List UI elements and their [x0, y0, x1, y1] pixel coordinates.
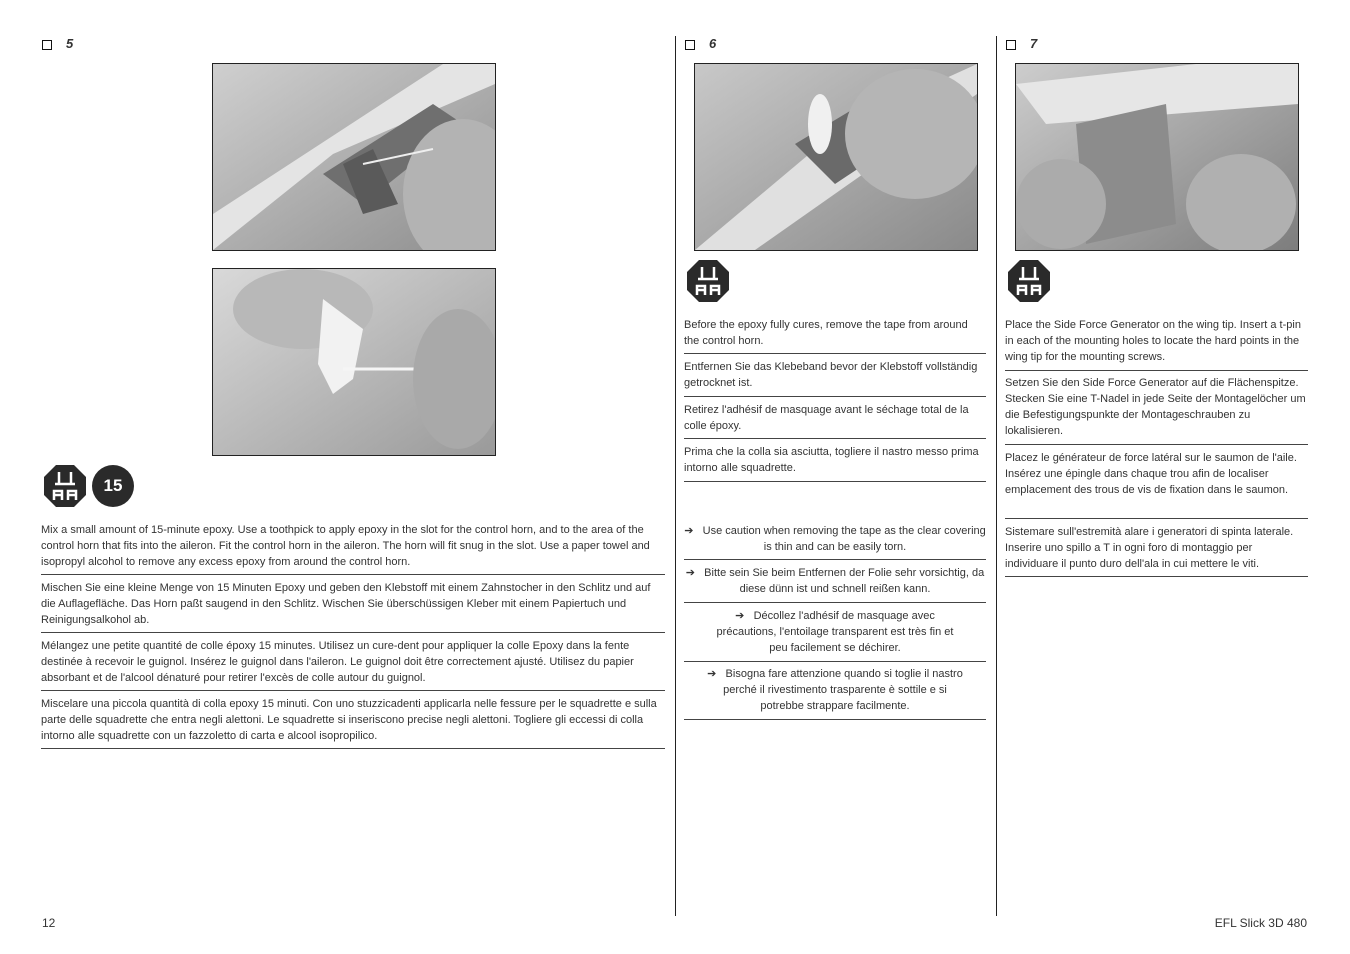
- divider: [41, 632, 665, 633]
- divider: [684, 396, 986, 397]
- divider: [41, 748, 665, 749]
- column-divider: [675, 36, 676, 916]
- caution-it: [704, 666, 966, 714]
- cure-time-badge: 15: [92, 465, 134, 507]
- arrow-icon: ➔: [685, 567, 695, 579]
- step-7-header: [1006, 36, 1037, 51]
- arrow-icon: ➔: [684, 525, 694, 537]
- divider: [1005, 518, 1308, 519]
- instruction-de: Entfernen Sie das Klebeband bevor der Klebstoff vollständig getrocknet ist.: [684, 361, 978, 389]
- instruction-en: Mix a small amount of 15-minute epoxy. Use a toothpick to apply epoxy in the slot for the control horn, and to the area of the control horn that fits into the aileron. Fit the control horn in the aileron. The horn will fit snug in the slot. Use a paper towel and isopropyl alcohol to remove any excess epoxy from around the control horn.: [41, 524, 650, 568]
- instruction-fr: Retirez l'adhésif de masquage avant le séchage total de la colle époxy.: [684, 404, 969, 432]
- instruction-en: Place the Side Force Generator on the wing tip. Insert a t-pin in each of the mounting holes to locate the hard points in the wing tip for the mounting screws.: [1005, 319, 1301, 363]
- photo-side-force-generator: [1015, 63, 1299, 251]
- step-number: 7: [1030, 36, 1038, 51]
- divider: [1005, 576, 1308, 577]
- caution-en: [684, 523, 986, 555]
- caution-de: [684, 565, 986, 597]
- divider: [1005, 370, 1308, 371]
- arrow-icon: ➔: [707, 668, 717, 680]
- arrow-icon: ➔: [735, 610, 745, 622]
- instruction-it: Prima che la colla sia asciutta, togliere il nastro messo prima intorno alle squadrette.: [684, 446, 979, 474]
- caution-text: Bisogna fare attenzione quando si toglie il nastro perché il rivestimento trasparente è sottile e si potrebbe strappare facilmente.: [723, 668, 963, 712]
- photo-remove-tape: [694, 63, 978, 251]
- divider: [41, 574, 665, 575]
- divider: [684, 559, 986, 560]
- divider: [684, 438, 986, 439]
- epoxy-badge-icon: [1007, 259, 1051, 303]
- divider: [41, 690, 665, 691]
- instruction-it: Miscelare una piccola quantità di colla epoxy 15 minuti. Con uno stuzzicadenti applicarla nelle fessure per le squadrette e sulla parte delle squadrette che entra negli alettoni. Le squadrette si inseriscono precise negli alettoni. Togliere gli eccessi di colla intorno alle squadrette con un fazzoletto di carta e alcool isopropilico.: [41, 698, 657, 742]
- instruction-fr: Placez le générateur de force latéral sur le saumon de l'aile. Insérez une épingle dans chaque trou afin de localiser emplacement des trous de vis de fixation dans le saumon.: [1005, 452, 1297, 496]
- epoxy-badge-icon: [43, 464, 87, 508]
- caution-text: Use caution when removing the tape as the clear covering is thin and can be easily torn.: [702, 525, 986, 553]
- step-number: 6: [709, 36, 717, 51]
- divider: [684, 719, 986, 720]
- caution-text: Décollez l'adhésif de masquage avec précautions, l'entoilage transparent est très fin et peu facilement se déchirer.: [716, 610, 954, 654]
- photo-control-horn: [212, 268, 496, 456]
- step-5-header: [42, 36, 73, 51]
- instruction-en: Before the epoxy fully cures, remove the tape from around the control horn.: [684, 319, 968, 347]
- instruction-de: Setzen Sie den Side Force Generator auf die Flächenspitze. Stecken Sie eine T-Nadel in jede Seite der Montagelöcher um die Befestigungspunkte der Montageschrauben zu lokalisieren.: [1005, 377, 1306, 437]
- divider: [684, 353, 986, 354]
- step-6-header: [685, 36, 716, 51]
- step-checkbox[interactable]: [1006, 40, 1016, 50]
- step-checkbox[interactable]: [685, 40, 695, 50]
- divider: [684, 481, 986, 482]
- photo-epoxy-slot: [212, 63, 496, 251]
- step-number: 5: [66, 36, 74, 51]
- epoxy-badge-icon: [686, 259, 730, 303]
- page-number: 12: [42, 916, 56, 930]
- divider: [1005, 444, 1308, 445]
- divider: [684, 602, 986, 603]
- instruction-it: Sistemare sull'estremità alare i generatori di spinta laterale. Inserire uno spillo a T in ogni foro di montaggio per individuare il punto duro dell'ala in cui mettere le viti.: [1005, 526, 1294, 570]
- instruction-de: Mischen Sie eine kleine Menge von 15 Minuten Epoxy und geben den Klebstoff mit einem Zahnstocher in den Schlitz und auf die Auflagefläche. Das Horn paßt saugend in den Schlitz. Wischen Sie überschüssigen Kleber mit einem Papiertuch und Reinigungsalkohol ab.: [41, 582, 651, 626]
- step-checkbox[interactable]: [42, 40, 52, 50]
- manual-title: EFL Slick 3D 480: [1214, 916, 1307, 930]
- column-divider: [996, 36, 997, 916]
- instruction-fr: Mélangez une petite quantité de colle époxy 15 minutes. Utilisez un cure-dent pour appliquer la colle Epoxy dans la fente destinée à recevoir le guignol. Insérez le guignol dans l'aileron. Le guignol doit être correctement ajusté. Utilisez du papier absorbant et de l'alcool dénaturé pour retirer l'excès de colle autour du guignol.: [41, 640, 634, 684]
- caution-fr: [714, 608, 956, 656]
- divider: [684, 661, 986, 662]
- caution-text: Bitte sein Sie beim Entfernen der Folie sehr vorsichtig, da diese dünn ist und schnell reißen kann.: [704, 567, 985, 595]
